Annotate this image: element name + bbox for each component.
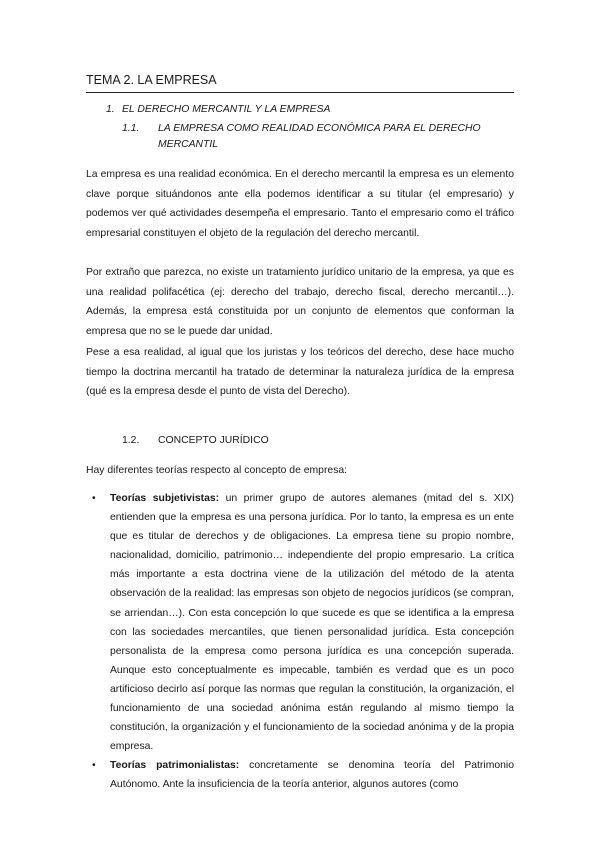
paragraph: La empresa es una realidad económica. En el derecho mercantil la empresa es un elemento clave porque situándonos ante ella podemos identificar a su titular (el empresario) y podemos ver qué actividades desempeña el empresario. Tanto el empresario como el tráfico empresarial constituyen el objeto de la regulación del derecho mercantil.: [86, 169, 514, 239]
section-heading-1-2: [122, 433, 269, 449]
section-number: 1.2.: [122, 435, 140, 446]
list-item: [86, 489, 514, 756]
section-title: LA EMPRESA COMO REALIDAD ECONÓMICA PARA EL DERECHO MERCANTIL: [158, 123, 481, 150]
section-number: 1.: [106, 104, 115, 115]
bullet-marker: •: [92, 760, 96, 772]
section-title: EL DERECHO MERCANTIL Y LA EMPRESA: [122, 104, 331, 115]
bullet-text: concretamente se denomina teoría del Patrimonio Autónomo. Ante la insuficiencia de la teoría anterior, algunos autores (como: [110, 760, 514, 791]
list-item: [86, 756, 514, 794]
section-heading-1-1: [122, 121, 492, 152]
theories-list: [86, 489, 514, 795]
section-heading-1: [106, 102, 330, 117]
document-page: [86, 0, 514, 848]
bullet-marker: •: [92, 493, 96, 504]
bullet-term: Teorías subjetivistas:: [110, 493, 220, 504]
bullet-term: Teorías patrimonialistas:: [110, 760, 240, 772]
bullet-text: un primer grupo de autores alemanes (mitad del s. XIX) entienden que la empresa es una persona jurídica. Por lo tanto, la empresa es un ente que es titular de derechos y de obligaciones. La empresa tiene su propio nombre, nacionalidad, domicilio, patrimonio… independiente del propio empresario. La crítica más importante a esta doctrina viene de la utilización del método de la atenta observación de la realidad: las empresas son objeto de negocios jurídicos (se compran, se arriendan…). Con esta concepción lo que sucede es que se identifica a la empresa con las sociedades mercantiles, que tienen personalidad jurídica. Esta concepción personalista de la empresa como persona jurídica es una concepción superada. Aunque esto conceptualmente es impecable, también es verdad que es un poco artificioso decirlo así porque las normas que regulan la constitución, la organización, el funcionamiento de una sociedad anónima están regulando al mismo tiempo la constitución, la organización y el funcionamiento de la sociedad anónima y de la propia empresa.: [110, 493, 514, 753]
page-title: TEMA 2. LA EMPRESA: [86, 71, 514, 93]
section-number: 1.1.: [122, 123, 140, 134]
intro-paragraph: Hay diferentes teorías respecto al concepto de empresa:: [86, 465, 348, 476]
paragraph: Por extraño que parezca, no existe un tratamiento jurídico unitario de la empresa, ya que es una realidad polifacética (ej: derecho del trabajo, derecho fiscal, derecho mercantil…). Además, la empresa está constituida por un conjunto de elementos que conforman la empresa que no se le puede dar unidad.: [86, 267, 514, 337]
paragraph: Pese a esa realidad, al igual que los juristas y los teóricos del derecho, dese hace mucho tiempo la doctrina mercantil ha tratado de determinar la naturaleza jurídica de la empresa (qué es la empresa desde el punto de vista del Derecho).: [86, 347, 514, 397]
section-title: CONCEPTO JURÍDICO: [158, 435, 269, 446]
